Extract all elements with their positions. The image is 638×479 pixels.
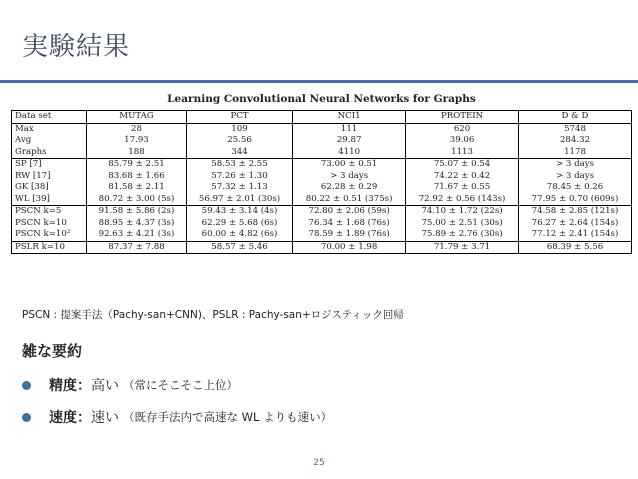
- table-cell: > 3 days: [293, 171, 406, 183]
- stats-row: [12, 135, 632, 147]
- table-cell: 620: [406, 123, 519, 135]
- table-cell: 76.27 ± 2.64 (154s): [519, 218, 632, 230]
- header-cell: D & D: [519, 111, 632, 124]
- table-cell: 284.32: [519, 135, 632, 147]
- kernel-row: [12, 194, 632, 206]
- table-cell: 17.93: [87, 135, 187, 147]
- kernel-row: [12, 159, 632, 171]
- pscn-row: [12, 218, 632, 230]
- table-cell: 109: [186, 123, 292, 135]
- kernel-row: [12, 182, 632, 194]
- table-cell: 70.00 ± 1.98: [293, 241, 406, 254]
- row-label-cell: PSCN k=10: [12, 218, 87, 230]
- table-cell: > 3 days: [519, 159, 632, 171]
- table-cell: > 3 days: [519, 171, 632, 183]
- table-cell: 71.79 ± 3.71: [406, 241, 519, 254]
- row-label-cell: Max: [12, 123, 87, 135]
- table-cell: 73.00 ± 0.51: [293, 159, 406, 171]
- table-cell: 92.63 ± 4.21 (3s): [87, 229, 187, 241]
- header-cell: PCT: [186, 111, 292, 124]
- kernel-row: [12, 171, 632, 183]
- table-cell: 25.56: [186, 135, 292, 147]
- table-caption: Learning Convolutional Neural Networks for Graphs: [167, 93, 476, 105]
- table-cell: 87.37 ± 7.88: [87, 241, 187, 254]
- table-cell: 83.68 ± 1.66: [87, 171, 187, 183]
- header-cell: Data set: [12, 111, 87, 124]
- pslr-row: [12, 241, 632, 254]
- table-cell: 344: [186, 147, 292, 159]
- page-number: 25: [313, 458, 325, 468]
- table-cell: 76.34 ± 1.68 (76s): [293, 218, 406, 230]
- table-cell: 1113: [406, 147, 519, 159]
- table-cell: 71.67 ± 0.55: [406, 182, 519, 194]
- table-cell: 58.57 ± 5.46: [186, 241, 292, 254]
- table-cell: 75.07 ± 0.54: [406, 159, 519, 171]
- table-cell: 68.39 ± 5.56: [519, 241, 632, 254]
- row-label-cell: Graphs: [12, 147, 87, 159]
- table-cell: 59.43 ± 3.14 (4s): [186, 206, 292, 218]
- table-header-row: [12, 111, 632, 124]
- table-cell: 80.22 ± 0.51 (375s): [293, 194, 406, 206]
- table-cell: 72.80 ± 2.06 (59s): [293, 206, 406, 218]
- bullet-detail: （既存手法内で高速な WL よりも速い）: [123, 410, 333, 424]
- title-divider: [0, 80, 638, 83]
- stats-row: [12, 123, 632, 135]
- table-cell: 74.10 ± 1.72 (22s): [406, 206, 519, 218]
- table-cell: 72.92 ± 0.56 (143s): [406, 194, 519, 206]
- table-cell: 1178: [519, 147, 632, 159]
- table-cell: 111: [293, 123, 406, 135]
- header-cell: MUTAG: [87, 111, 187, 124]
- row-label-cell: WL [39]: [12, 194, 87, 206]
- summary-title: 雑な要約: [22, 342, 83, 360]
- table-cell: 57.26 ± 1.30: [186, 171, 292, 183]
- row-label-cell: PSLR k=10: [12, 241, 87, 254]
- summary-bullet-accuracy: [22, 375, 238, 395]
- table-cell: 28: [87, 123, 187, 135]
- table-cell: 74.58 ± 2.85 (121s): [519, 206, 632, 218]
- table-cell: 39.06: [406, 135, 519, 147]
- results-table: [11, 110, 632, 254]
- table-cell: 56.97 ± 2.01 (30s): [186, 194, 292, 206]
- table-cell: 62.29 ± 5.68 (6s): [186, 218, 292, 230]
- table-cell: 81.58 ± 2.11: [87, 182, 187, 194]
- stats-row: [12, 147, 632, 159]
- bullet-label: 速度：: [49, 410, 91, 426]
- header-cell: PROTEIN: [406, 111, 519, 124]
- table-cell: 5748: [519, 123, 632, 135]
- row-label-cell: PSCN k=5: [12, 206, 87, 218]
- table-cell: 75.00 ± 2.51 (30s): [406, 218, 519, 230]
- bullet-label: 精度：: [49, 378, 91, 394]
- table-cell: 77.12 ± 2.41 (154s): [519, 229, 632, 241]
- table-cell: 58.53 ± 2.55: [186, 159, 292, 171]
- row-label-cell: SP [7]: [12, 159, 87, 171]
- table-cell: 80.72 ± 3.00 (5s): [87, 194, 187, 206]
- table-cell: 85.79 ± 2.51: [87, 159, 187, 171]
- table-cell: 4110: [293, 147, 406, 159]
- results-table-container: [11, 93, 632, 254]
- table-cell: 78.45 ± 0.26: [519, 182, 632, 194]
- table-cell: 91.58 ± 5.86 (2s): [87, 206, 187, 218]
- method-note: PSCN : 提案手法（Pachy-san+CNN)、PSLR : Pachy-san+ロジスティック回帰: [22, 309, 404, 321]
- table-cell: 188: [87, 147, 187, 159]
- table-cell: 78.59 ± 1.89 (76s): [293, 229, 406, 241]
- pscn-row: [12, 206, 632, 218]
- bullet-dot-icon: [22, 381, 31, 390]
- row-label-cell: Avg: [12, 135, 87, 147]
- bullet-dot-icon: [22, 413, 31, 422]
- bullet-value: 高い: [91, 378, 119, 394]
- bullet-detail: （常にそこそこ上位）: [123, 378, 238, 392]
- table-cell: 57.32 ± 1.13: [186, 182, 292, 194]
- table-cell: 77.95 ± 0.70 (609s): [519, 194, 632, 206]
- table-body: [12, 123, 632, 254]
- table-cell: 29.87: [293, 135, 406, 147]
- summary-bullet-speed: [22, 407, 332, 427]
- pscn-row: [12, 229, 632, 241]
- table-cell: 75.89 ± 2.76 (30s): [406, 229, 519, 241]
- table-cell: 60.00 ± 4.82 (6s): [186, 229, 292, 241]
- header-cell: NCI1: [293, 111, 406, 124]
- table-cell: 74.22 ± 0.42: [406, 171, 519, 183]
- slide-title: 実験結果: [22, 32, 131, 62]
- row-label-cell: GK [38]: [12, 182, 87, 194]
- row-label-cell: PSCN k=10²: [12, 229, 87, 241]
- table-cell: 62.28 ± 0.29: [293, 182, 406, 194]
- table-cell: 88.95 ± 4.37 (3s): [87, 218, 187, 230]
- row-label-cell: RW [17]: [12, 171, 87, 183]
- bullet-value: 速い: [91, 410, 119, 426]
